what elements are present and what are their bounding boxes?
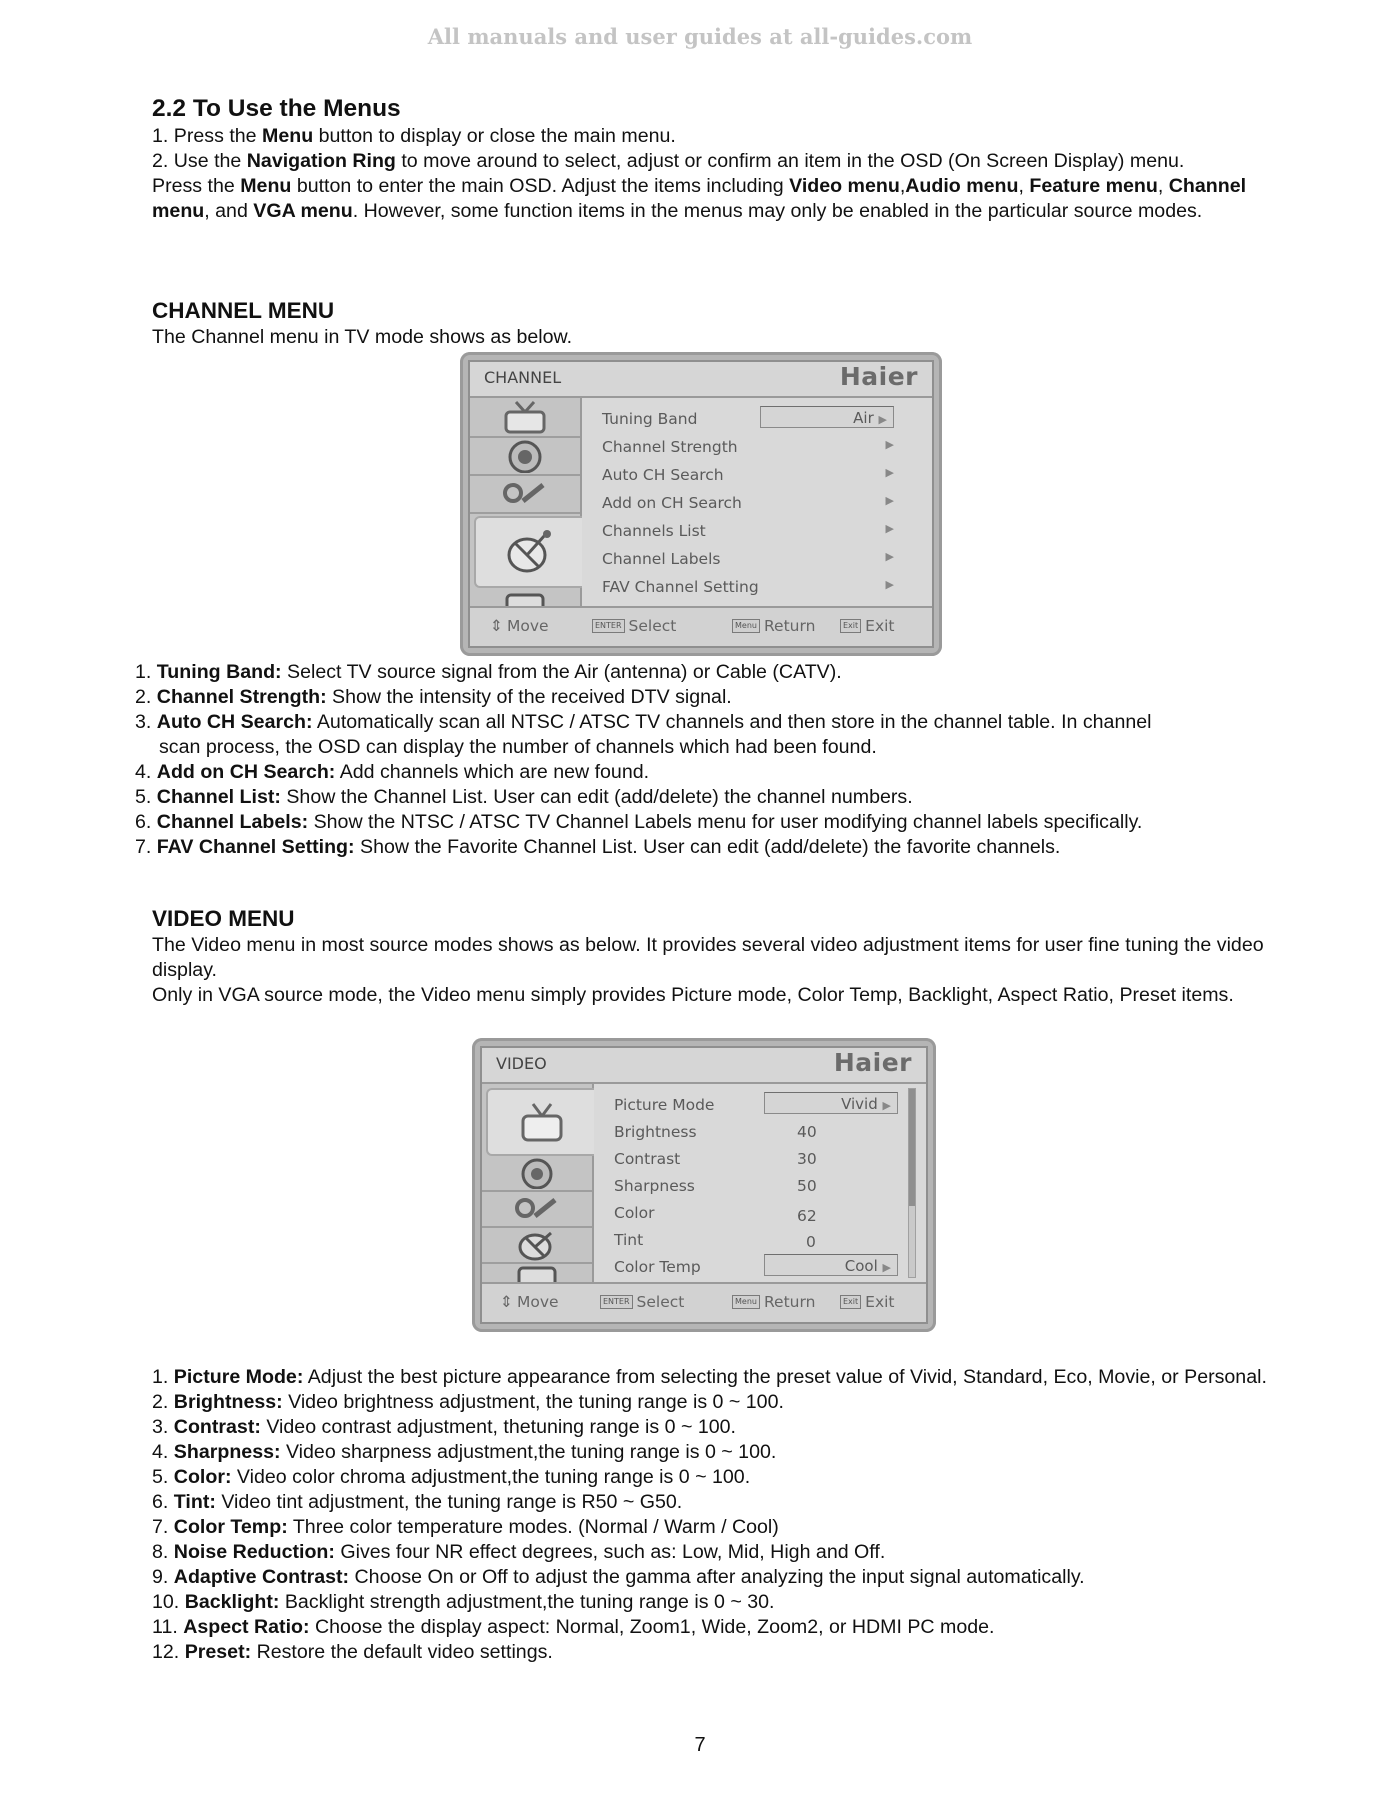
right-arrow-icon: ▶ xyxy=(885,494,894,507)
list-item: 4. Add on CH Search: Add channels which are new found. xyxy=(135,761,650,783)
osd-row-picture-mode[interactable] xyxy=(614,1092,896,1118)
tv-icon xyxy=(470,398,580,438)
video-section xyxy=(152,905,1282,1008)
right-arrow-icon: ▶ xyxy=(885,578,894,591)
list-item: 5. Color: Video color chroma adjustment,the tuning range is 0 ~ 100. xyxy=(152,1466,751,1488)
menu-key-icon: Menu xyxy=(732,619,760,633)
footer-exit: Exit Exit xyxy=(840,1293,895,1311)
channel-section xyxy=(152,297,1282,350)
haier-logo: Haier xyxy=(839,362,918,391)
list-item: 5. Channel List: Show the Channel List. User can edit (add/delete) the channel numbers. xyxy=(135,786,913,808)
tv-icon xyxy=(486,1088,596,1156)
osd-title: VIDEO xyxy=(496,1054,547,1073)
video-intro: The Video menu in most source modes shows as below. It provides several video adjustment items for user fine tuning the video display. xyxy=(152,934,1264,981)
list-item: 1. Tuning Band: Select TV source signal from the Air (antenna) or Cable (CATV). xyxy=(135,661,842,683)
move-arrows-icon: ⇕ xyxy=(490,617,503,635)
list-item-continuation: scan process, the OSD can display the number of channels which had been found. xyxy=(159,736,877,758)
footer-move: ⇕ Move xyxy=(500,1293,559,1311)
paragraph: Press the Menu button to enter the main OSD. Adjust the items including Video menu,Audio menu, Feature menu, Channel menu, and VGA menu. However, some function items in the menus may only be enabled in the particular source modes. xyxy=(152,175,1247,222)
speaker-icon xyxy=(482,1156,592,1192)
exit-key-icon: Exit xyxy=(840,619,861,633)
scrollbar-thumb[interactable] xyxy=(909,1089,915,1206)
right-arrow-icon: ▶ xyxy=(882,1099,891,1112)
haier-logo: Haier xyxy=(833,1048,912,1077)
brightness-value: 40 xyxy=(797,1123,817,1141)
color-value: 62 xyxy=(797,1207,817,1225)
channel-osd-screenshot xyxy=(460,352,942,656)
osd-row-color-temp[interactable] xyxy=(614,1254,896,1280)
paragraph: 2. Use the Navigation Ring to move around to select, adjust or confirm an item in the OSD (On Screen Display) menu. xyxy=(152,150,1185,172)
right-arrow-icon: ▶ xyxy=(885,466,894,479)
list-item: 2. Channel Strength: Show the intensity of the received DTV signal. xyxy=(135,686,732,708)
osd-row-label: Color xyxy=(614,1204,655,1222)
osd-footer xyxy=(470,606,932,646)
osd-row-fav-channel-setting[interactable] xyxy=(602,574,902,600)
menu-key-icon: Menu xyxy=(732,1295,760,1309)
list-item: 1. Picture Mode: Adjust the best picture appearance from selecting the preset value of Vivid, Standard, Eco, Movie, or Personal. xyxy=(152,1366,1267,1388)
tint-value: 0 xyxy=(806,1233,816,1251)
list-item: 12. Preset: Restore the default video settings. xyxy=(152,1641,553,1663)
channel-intro: The Channel menu in TV mode shows as below. xyxy=(152,326,573,348)
list-item: 4. Sharpness: Video sharpness adjustment,the tuning range is 0 ~ 100. xyxy=(152,1441,777,1463)
channel-items-list xyxy=(135,660,1285,860)
section-menus xyxy=(152,94,1282,224)
right-arrow-icon: ▶ xyxy=(885,438,894,451)
osd-menu-list xyxy=(594,1084,926,1282)
osd-row-add-on-ch-search[interactable] xyxy=(602,490,902,516)
footer-return: Menu Return xyxy=(732,617,815,635)
osd-title: CHANNEL xyxy=(484,368,562,387)
osd-row-label: Tuning Band xyxy=(602,410,698,428)
list-item: 6. Tint: Video tint adjustment, the tuning range is R50 ~ G50. xyxy=(152,1491,683,1513)
osd-footer xyxy=(482,1282,926,1322)
enter-key-icon: ENTER xyxy=(600,1295,633,1309)
video-intro-vga: Only in VGA source mode, the Video menu simply provides Picture mode, Color Temp, Backlight, Aspect Ratio, Preset items. xyxy=(152,984,1234,1006)
osd-row-channel-strength[interactable] xyxy=(602,434,902,460)
list-item: 10. Backlight: Backlight strength adjustment,the tuning range is 0 ~ 30. xyxy=(152,1591,775,1613)
color-temp-value: Cool ▶ xyxy=(764,1254,898,1276)
footer-select: ENTER Select xyxy=(600,1293,684,1311)
list-item: 6. Channel Labels: Show the NTSC / ATSC TV Channel Labels menu for user modifying channel labels specifically. xyxy=(135,811,1143,833)
sharpness-value: 50 xyxy=(797,1177,817,1195)
footer-return: Menu Return xyxy=(732,1293,815,1311)
tools-icon xyxy=(470,476,580,514)
osd-row-contrast[interactable] xyxy=(614,1146,896,1172)
osd-scrollbar[interactable] xyxy=(908,1088,916,1278)
page-number: 7 xyxy=(694,1734,706,1756)
list-item: 3. Contrast: Video contrast adjustment, thetuning range is 0 ~ 100. xyxy=(152,1416,736,1438)
speaker-icon xyxy=(470,438,580,476)
satellite-icon xyxy=(482,1228,592,1264)
enter-key-icon: ENTER xyxy=(592,619,625,633)
osd-row-auto-ch-search[interactable] xyxy=(602,462,902,488)
osd-row-label: Auto CH Search xyxy=(602,466,724,484)
right-arrow-icon: ▶ xyxy=(882,1261,891,1274)
osd-row-label: Channels List xyxy=(602,522,706,540)
footer-select: ENTER Select xyxy=(592,617,676,635)
list-item: 7. FAV Channel Setting: Show the Favorite Channel List. User can edit (add/delete) the favorite channels. xyxy=(135,836,1061,858)
osd-row-color[interactable] xyxy=(614,1200,896,1226)
list-item: 9. Adaptive Contrast: Choose On or Off to adjust the gamma after analyzing the input signal automatically. xyxy=(152,1566,1085,1588)
osd-row-channels-list[interactable] xyxy=(602,518,902,544)
osd-row-sharpness[interactable] xyxy=(614,1173,896,1199)
right-arrow-icon: ▶ xyxy=(885,550,894,563)
exit-key-icon: Exit xyxy=(840,1295,861,1309)
watermark: All manuals and user guides at all-guides.com xyxy=(427,24,973,49)
channel-heading: CHANNEL MENU xyxy=(152,298,335,323)
osd-sidebar xyxy=(470,398,582,606)
video-heading: VIDEO MENU xyxy=(152,906,295,931)
video-items-list xyxy=(152,1365,1282,1665)
footer-move: ⇕ Move xyxy=(490,617,549,635)
list-item: 11. Aspect Ratio: Choose the display aspect: Normal, Zoom1, Wide, Zoom2, or HDMI PC mode. xyxy=(152,1616,995,1638)
tuning-band-value: Air ▶ xyxy=(760,406,894,428)
list-item: 7. Color Temp: Three color temperature modes. (Normal / Warm / Cool) xyxy=(152,1516,779,1538)
osd-row-label: Sharpness xyxy=(614,1177,695,1195)
contrast-value: 30 xyxy=(797,1150,817,1168)
osd-row-label: Color Temp xyxy=(614,1258,701,1276)
list-item: 3. Auto CH Search: Automatically scan all NTSC / ATSC TV channels and then store in the channel table. In channel xyxy=(135,711,1152,733)
osd-row-label: Add on CH Search xyxy=(602,494,742,512)
footer-exit: Exit Exit xyxy=(840,617,895,635)
section-heading: 2.2 To Use the Menus xyxy=(152,95,401,122)
osd-row-brightness[interactable] xyxy=(614,1119,896,1145)
osd-menu-list xyxy=(582,398,932,606)
right-arrow-icon: ▶ xyxy=(878,413,887,426)
osd-row-tint[interactable] xyxy=(614,1227,896,1253)
osd-row-channel-labels[interactable] xyxy=(602,546,902,572)
osd-row-label: Channel Strength xyxy=(602,438,738,456)
list-item: 8. Noise Reduction: Gives four NR effect degrees, such as: Low, Mid, High and Off. xyxy=(152,1541,886,1563)
osd-row-label: Channel Labels xyxy=(602,550,721,568)
osd-sidebar xyxy=(482,1084,594,1282)
osd-row-label: Tint xyxy=(614,1231,644,1249)
video-osd-screenshot xyxy=(472,1038,936,1332)
tools-icon xyxy=(482,1192,592,1228)
satellite-icon xyxy=(474,516,584,588)
move-arrows-icon: ⇕ xyxy=(500,1293,513,1311)
osd-row-label: Brightness xyxy=(614,1123,697,1141)
osd-row-label: Picture Mode xyxy=(614,1096,715,1114)
osd-row-label: FAV Channel Setting xyxy=(602,578,759,596)
paragraph: 1. Press the Menu button to display or close the main menu. xyxy=(152,125,676,147)
osd-row-tuning-band[interactable] xyxy=(602,406,902,432)
right-arrow-icon: ▶ xyxy=(885,522,894,535)
picture-mode-value: Vivid ▶ xyxy=(764,1092,898,1114)
osd-row-label: Contrast xyxy=(614,1150,681,1168)
list-item: 2. Brightness: Video brightness adjustment, the tuning range is 0 ~ 100. xyxy=(152,1391,784,1413)
